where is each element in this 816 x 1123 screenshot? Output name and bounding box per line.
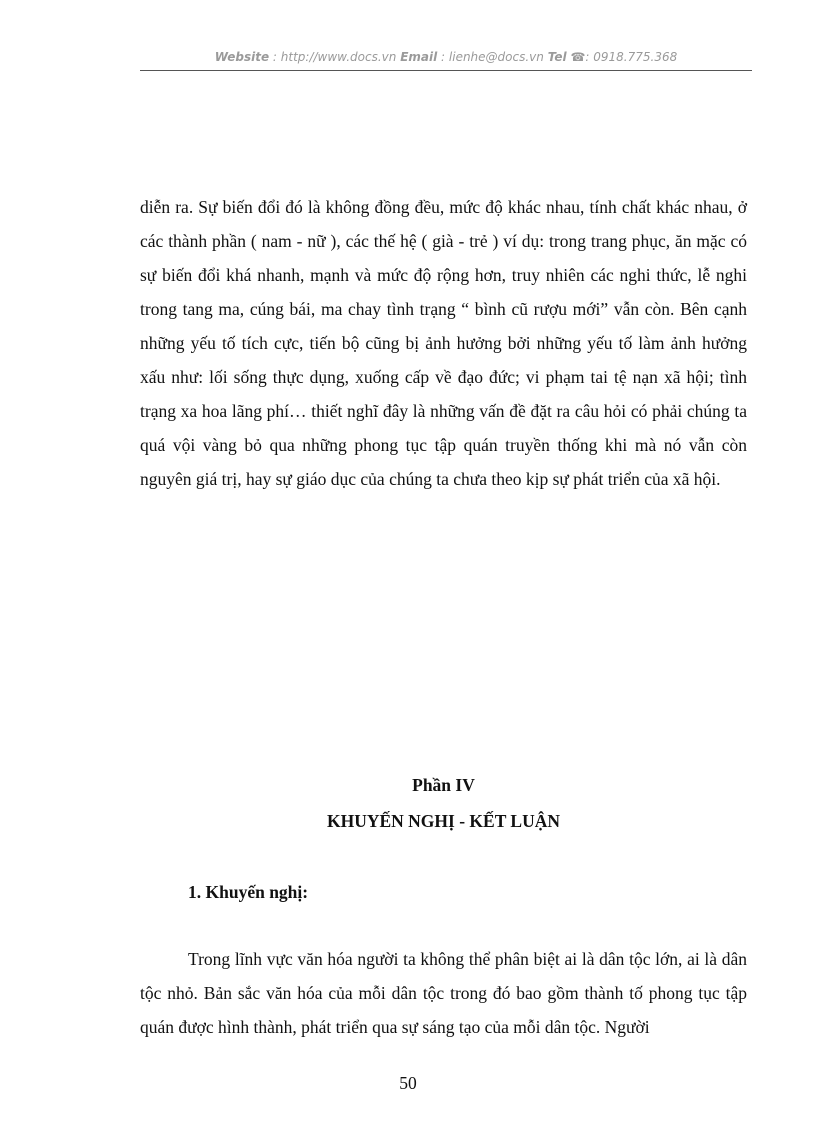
tel-label: Tel: [547, 50, 567, 64]
tel-value: : 0918.775.368: [585, 50, 678, 64]
page-header: [140, 50, 752, 64]
part-title: Phần IV: [412, 775, 475, 795]
phone-icon: ☎: [570, 50, 586, 64]
website-label: Website: [214, 50, 270, 64]
email-value: : lienhe@docs.vn: [441, 50, 544, 64]
email-label: Email: [400, 50, 438, 64]
section-title: KHUYẾN NGHỊ - KẾT LUẬN: [326, 811, 561, 831]
header-divider: [140, 70, 752, 71]
page-number: 50: [399, 1073, 417, 1093]
website-value: : http://www.docs.vn: [272, 50, 397, 64]
subsection-title: 1. Khuyến nghị:: [188, 882, 309, 902]
body-paragraph-2: Trong lĩnh vực văn hóa người ta không thể phân biệt ai là dân tộc lớn, ai là dân tộc nhỏ. Bản sắc văn hóa của mỗi dân tộc trong đó bao gồm thành tố phong tục tập quán được hình thành, phát triển qua sự sáng tạo của mỗi dân tộc. Người: [140, 949, 747, 1037]
body-paragraph-1: diễn ra. Sự biến đổi đó là không đồng đều, mức độ khác nhau, tính chất khác nhau, ở các thành phần ( nam - nữ ), các thế hệ ( già - trẻ ) ví dụ: trong trang phục, ăn mặc có sự biến đổi khá nhanh, mạnh và mức độ rộng hơn, truy nhiên các nghi thức, lễ nghi trong tang ma, cúng bái, ma chay tình trạng “ bình cũ rượu mới” vẫn còn. Bên cạnh những yếu tố tích cực, tiến bộ cũng bị ảnh hưởng bởi những yếu tố làm ảnh hưởng xấu như: lối sống thực dụng, xuống cấp về đạo đức; vi phạm tai tệ nạn xã hội; tình trạng xa hoa lãng phí… thiết nghĩ đây là những vấn đề đặt ra câu hỏi có phải chúng ta quá vội vàng bỏ qua những phong tục tập quán truyền thống khi mà nó vẫn còn nguyên giá trị, hay sự giáo dục của chúng ta chưa theo kịp sự phát triển của xã hội.: [140, 197, 747, 489]
